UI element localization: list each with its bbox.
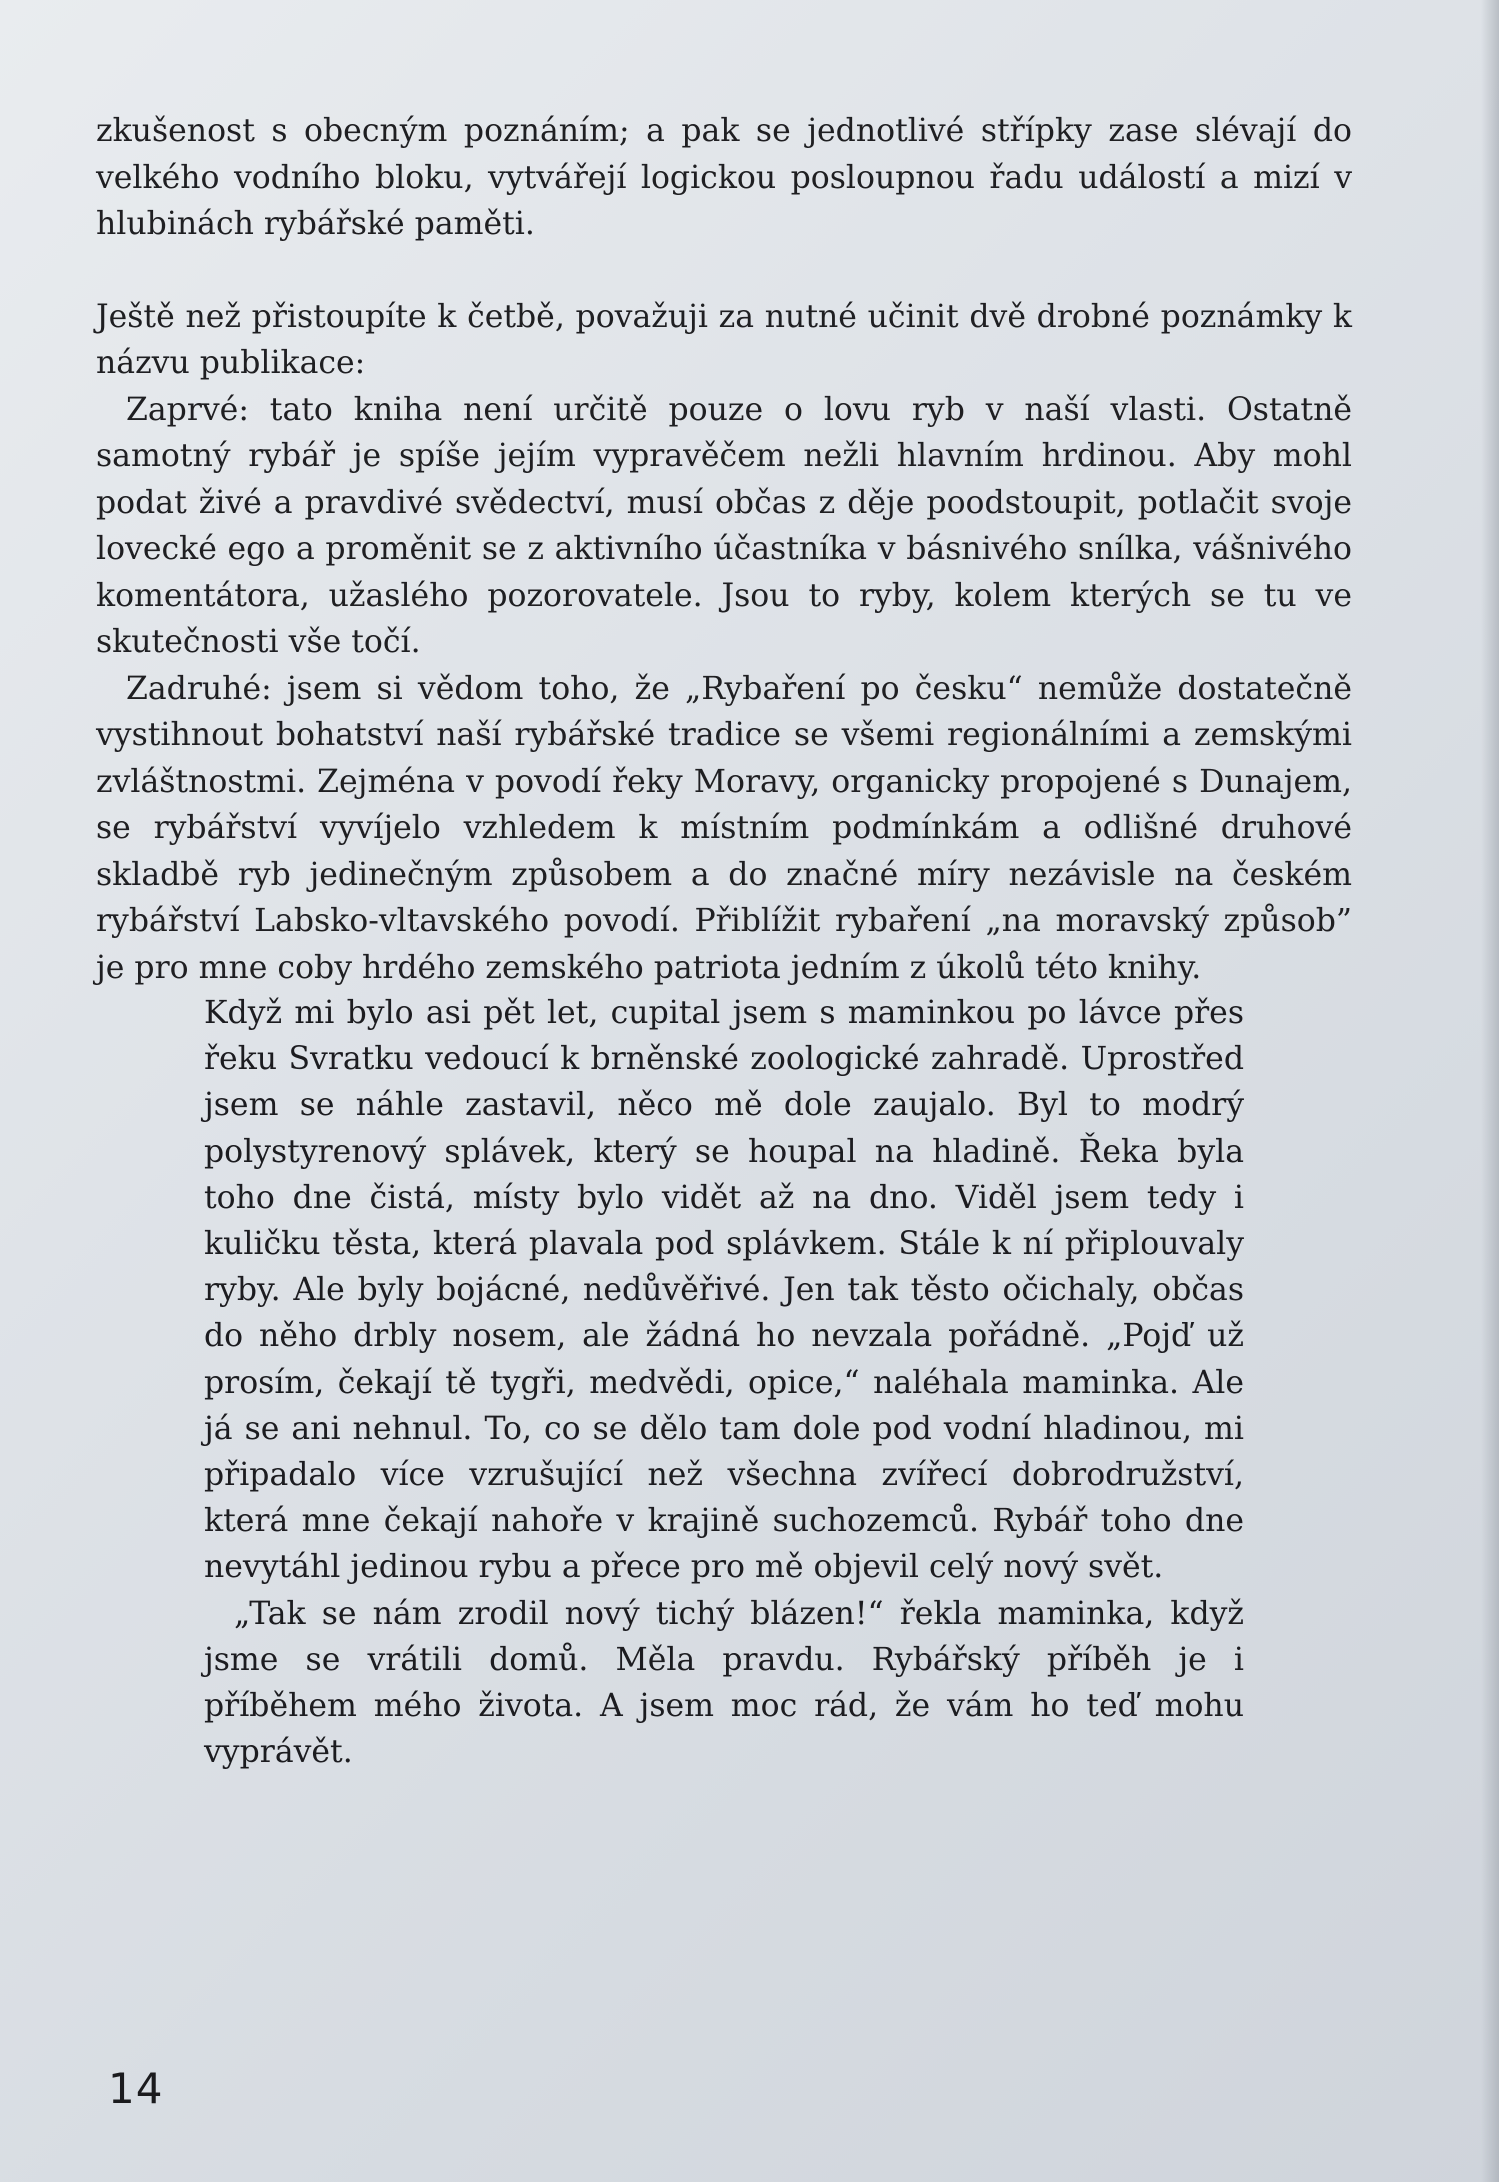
paragraph-gap [96, 248, 1352, 294]
indented-story-block [204, 990, 1244, 1775]
paragraph-intro: zkušenost s obecným poznáním; a pak se jednotlivé střípky zase slévají do velkého vodního bloku, vytvářejí logickou posloupnou řadu událostí a mizí v hlubinách rybářské paměti. [96, 113, 1352, 242]
page-number: 14 [108, 2064, 164, 2113]
paragraph-notes-lead: Ještě než přistoupíte k četbě, považuji za nutné učinit dvě drobné poznámky k názvu publikace: [96, 298, 1352, 381]
paragraph-second-note: Zadruhé: jsem si vědom toho, že „Rybaření po česku“ nemůže dostatečně vystihnout bohatství naší rybářské tradice se všemi regionálními a zemskými zvláštnostmi. Zejména v povodí řeky Moravy, organicky propojené s Dunajem, se rybářství vyvíjelo vzhledem k místním podmínkám a odlišné druhové skladbě ryb jedinečným způsobem a do značné míry nezávisle na českém rybářství Labsko-vltavského povodí. Přiblížit rybaření „na moravský způsob” je pro mne coby hrdého zemského patriota jedním z úkolů této knihy. [96, 670, 1352, 986]
story-paragraph-1: Když mi bylo asi pět let, cupital jsem s maminkou po lávce přes řeku Svratku vedoucí k brněnské zoologické zahradě. Uprostřed jsem se náhle zastavil, něco mě dole zaujalo. Byl to modrý polystyrenový splávek, který se houpal na hladině. Řeka byla toho dne čistá, místy bylo vidět až na dno. Viděl jsem tedy i kuličku těsta, která plavala pod splávkem. Stále k ní připlouvaly ryby. Ale byly bojácné, nedůvěřivé. Jen tak těsto očichaly, občas do něho drbly nosem, ale žádná ho nevzala pořádně. „Pojď už prosím, čekají tě tygři, medvědi, opice,“ naléhala maminka. Ale já se ani nehnul. To, co se dělo tam dole pod vodní hladinou, mi připadalo více vzrušující než všechna zvířecí dobrodružství, která mne čekají nahoře v krajině suchozemců. Rybář toho dne nevytáhl jedinou rybu a přece pro mě objevil celý nový svět. [204, 995, 1244, 1586]
main-text-block [96, 108, 1352, 991]
paragraph-first-note: Zaprvé: tato kniha není určitě pouze o lovu ryb v naší vlasti. Ostatně samotný rybář je spíše jejím vypravěčem nežli hlavním hrdinou. Aby mohl podat živé a pravdivé svědectví, musí občas z děje poodstoupit, potlačit svoje lovecké ego a proměnit se z aktivního účastníka v básnivého snílka, vášnivého komentátora, užaslého pozorovatele. Jsou to ryby, kolem kterých se tu ve skutečnosti vše točí. [96, 391, 1352, 660]
page-edge-shadow [1481, 0, 1499, 2182]
story-paragraph-2: „Tak se nám zrodil nový tichý blázen!“ řekla maminka, když jsme se vrátili domů. Měla pravdu. Rybářský příběh je i příběhem mého života. A jsem moc rád, že vám ho teď mohu vyprávět. [204, 1595, 1244, 1771]
